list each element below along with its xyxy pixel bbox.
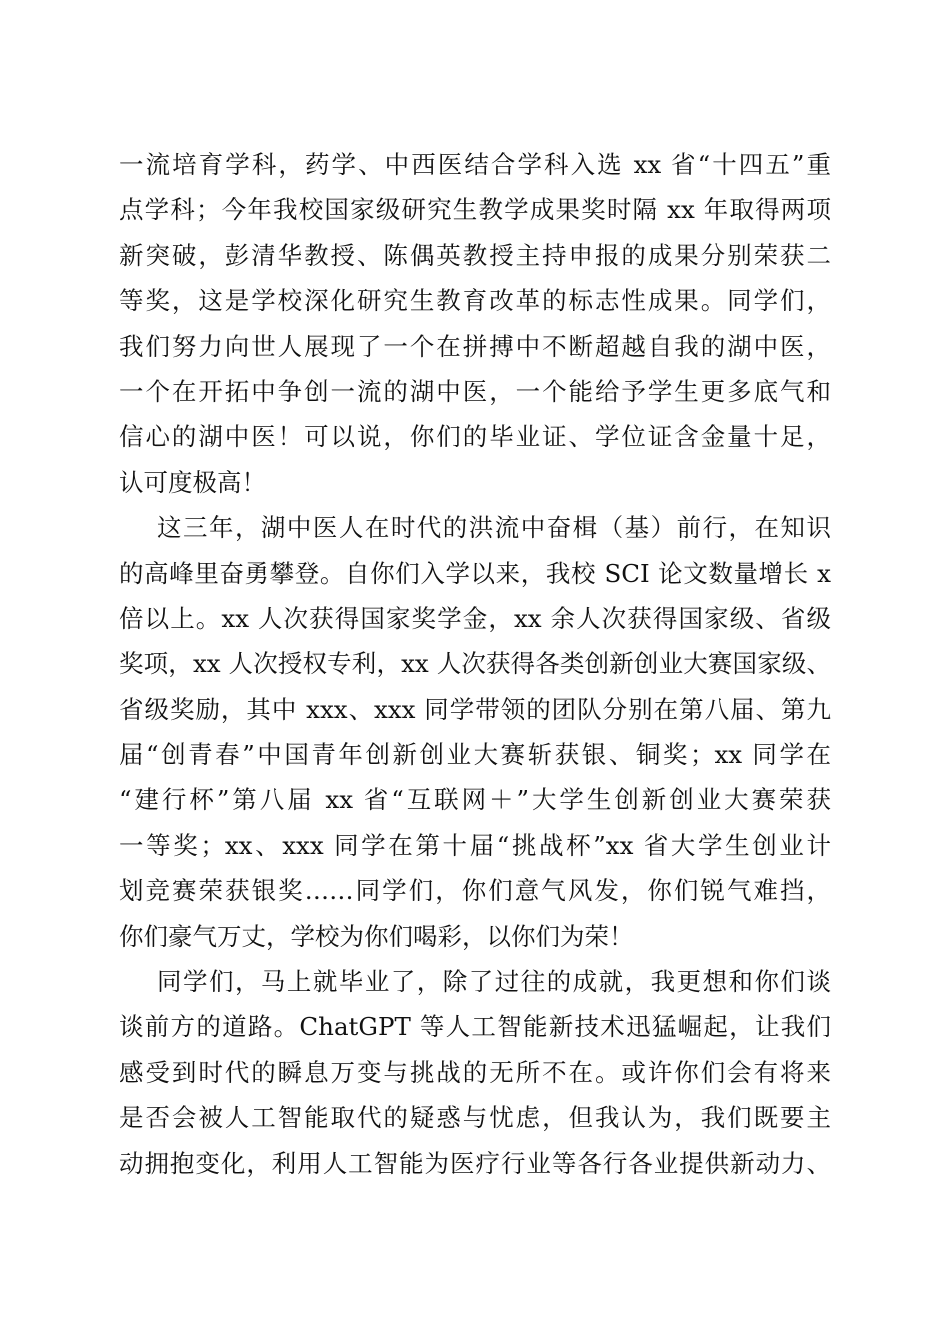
paragraph-last-line: 认可度极高！ [119,467,266,497]
paragraph-last-line: 你们豪气万丈，学校为你们喝彩，以你们为荣！ [119,921,634,951]
text-line: 一等奖；xx、xxx 同学在第十届“挑战杯”xx 省大学生创业计 [119,830,831,860]
text-line: 谈前方的道路。ChatGPT 等人工智能新技术迅猛崛起，让我们 [119,1012,831,1042]
text-line: 省级奖励，其中 xxx、xxx 同学带领的团队分别在第八届、第九 [119,694,831,724]
paragraph-first-line: 这三年，湖中医人在时代的洪流中奋楫（基）前行，在知识 [157,513,831,543]
paragraph-first-line: 同学们，马上就毕业了，除了过往的成就，我更想和你们谈 [157,967,831,997]
text-line: 的高峰里奋勇攀登。自你们入学以来，我校 SCI 论文数量增长 x [119,558,831,588]
text-line: 一流培育学科，药学、中西医结合学科入选 xx 省“十四五”重 [119,150,831,179]
text-line: 动拥抱变化，利用人工智能为医疗行业等各行各业提供新动力、 [119,1148,831,1178]
text-line: 等奖，这是学校深化研究生教育改革的标志性成果。同学们， [119,286,831,316]
text-line: 倍以上。xx 人次获得国家奖学金，xx 余人次获得国家级、省级 [119,603,831,633]
text-line: 奖项，xx 人次授权专利，xx 人次获得各类创新创业大赛国家级、 [119,649,831,679]
text-line: 感受到时代的瞬息万变与挑战的无所不在。或许你们会有将来 [119,1057,831,1087]
text-line: 一个在开拓中争创一流的湖中医，一个能给予学生更多底气和 [119,376,831,406]
text-line: 划竞赛荣获银奖……同学们，你们意气风发，你们锐气难挡， [119,876,831,906]
text-line: 新突破，彭清华教授、陈偶英教授主持申报的成果分别荣获二 [119,240,831,270]
text-line: 信心的湖中医！可以说，你们的毕业证、学位证含金量十足， [119,422,831,452]
text-line: 是否会被人工智能取代的疑惑与忧虑，但我认为，我们既要主 [119,1103,831,1133]
text-line: 点学科；今年我校国家级研究生教学成果奖时隔 xx 年取得两项 [119,195,831,225]
text-line: 届“创青春”中国青年创新创业大赛斩获银、铜奖；xx 同学在 [119,740,831,770]
text-line: “建行杯”第八届 xx 省“互联网＋”大学生创新创业大赛荣获 [119,785,831,815]
text-line: 我们努力向世人展现了一个在拼搏中不断超越自我的湖中医， [119,331,831,361]
document-body [119,142,831,1186]
